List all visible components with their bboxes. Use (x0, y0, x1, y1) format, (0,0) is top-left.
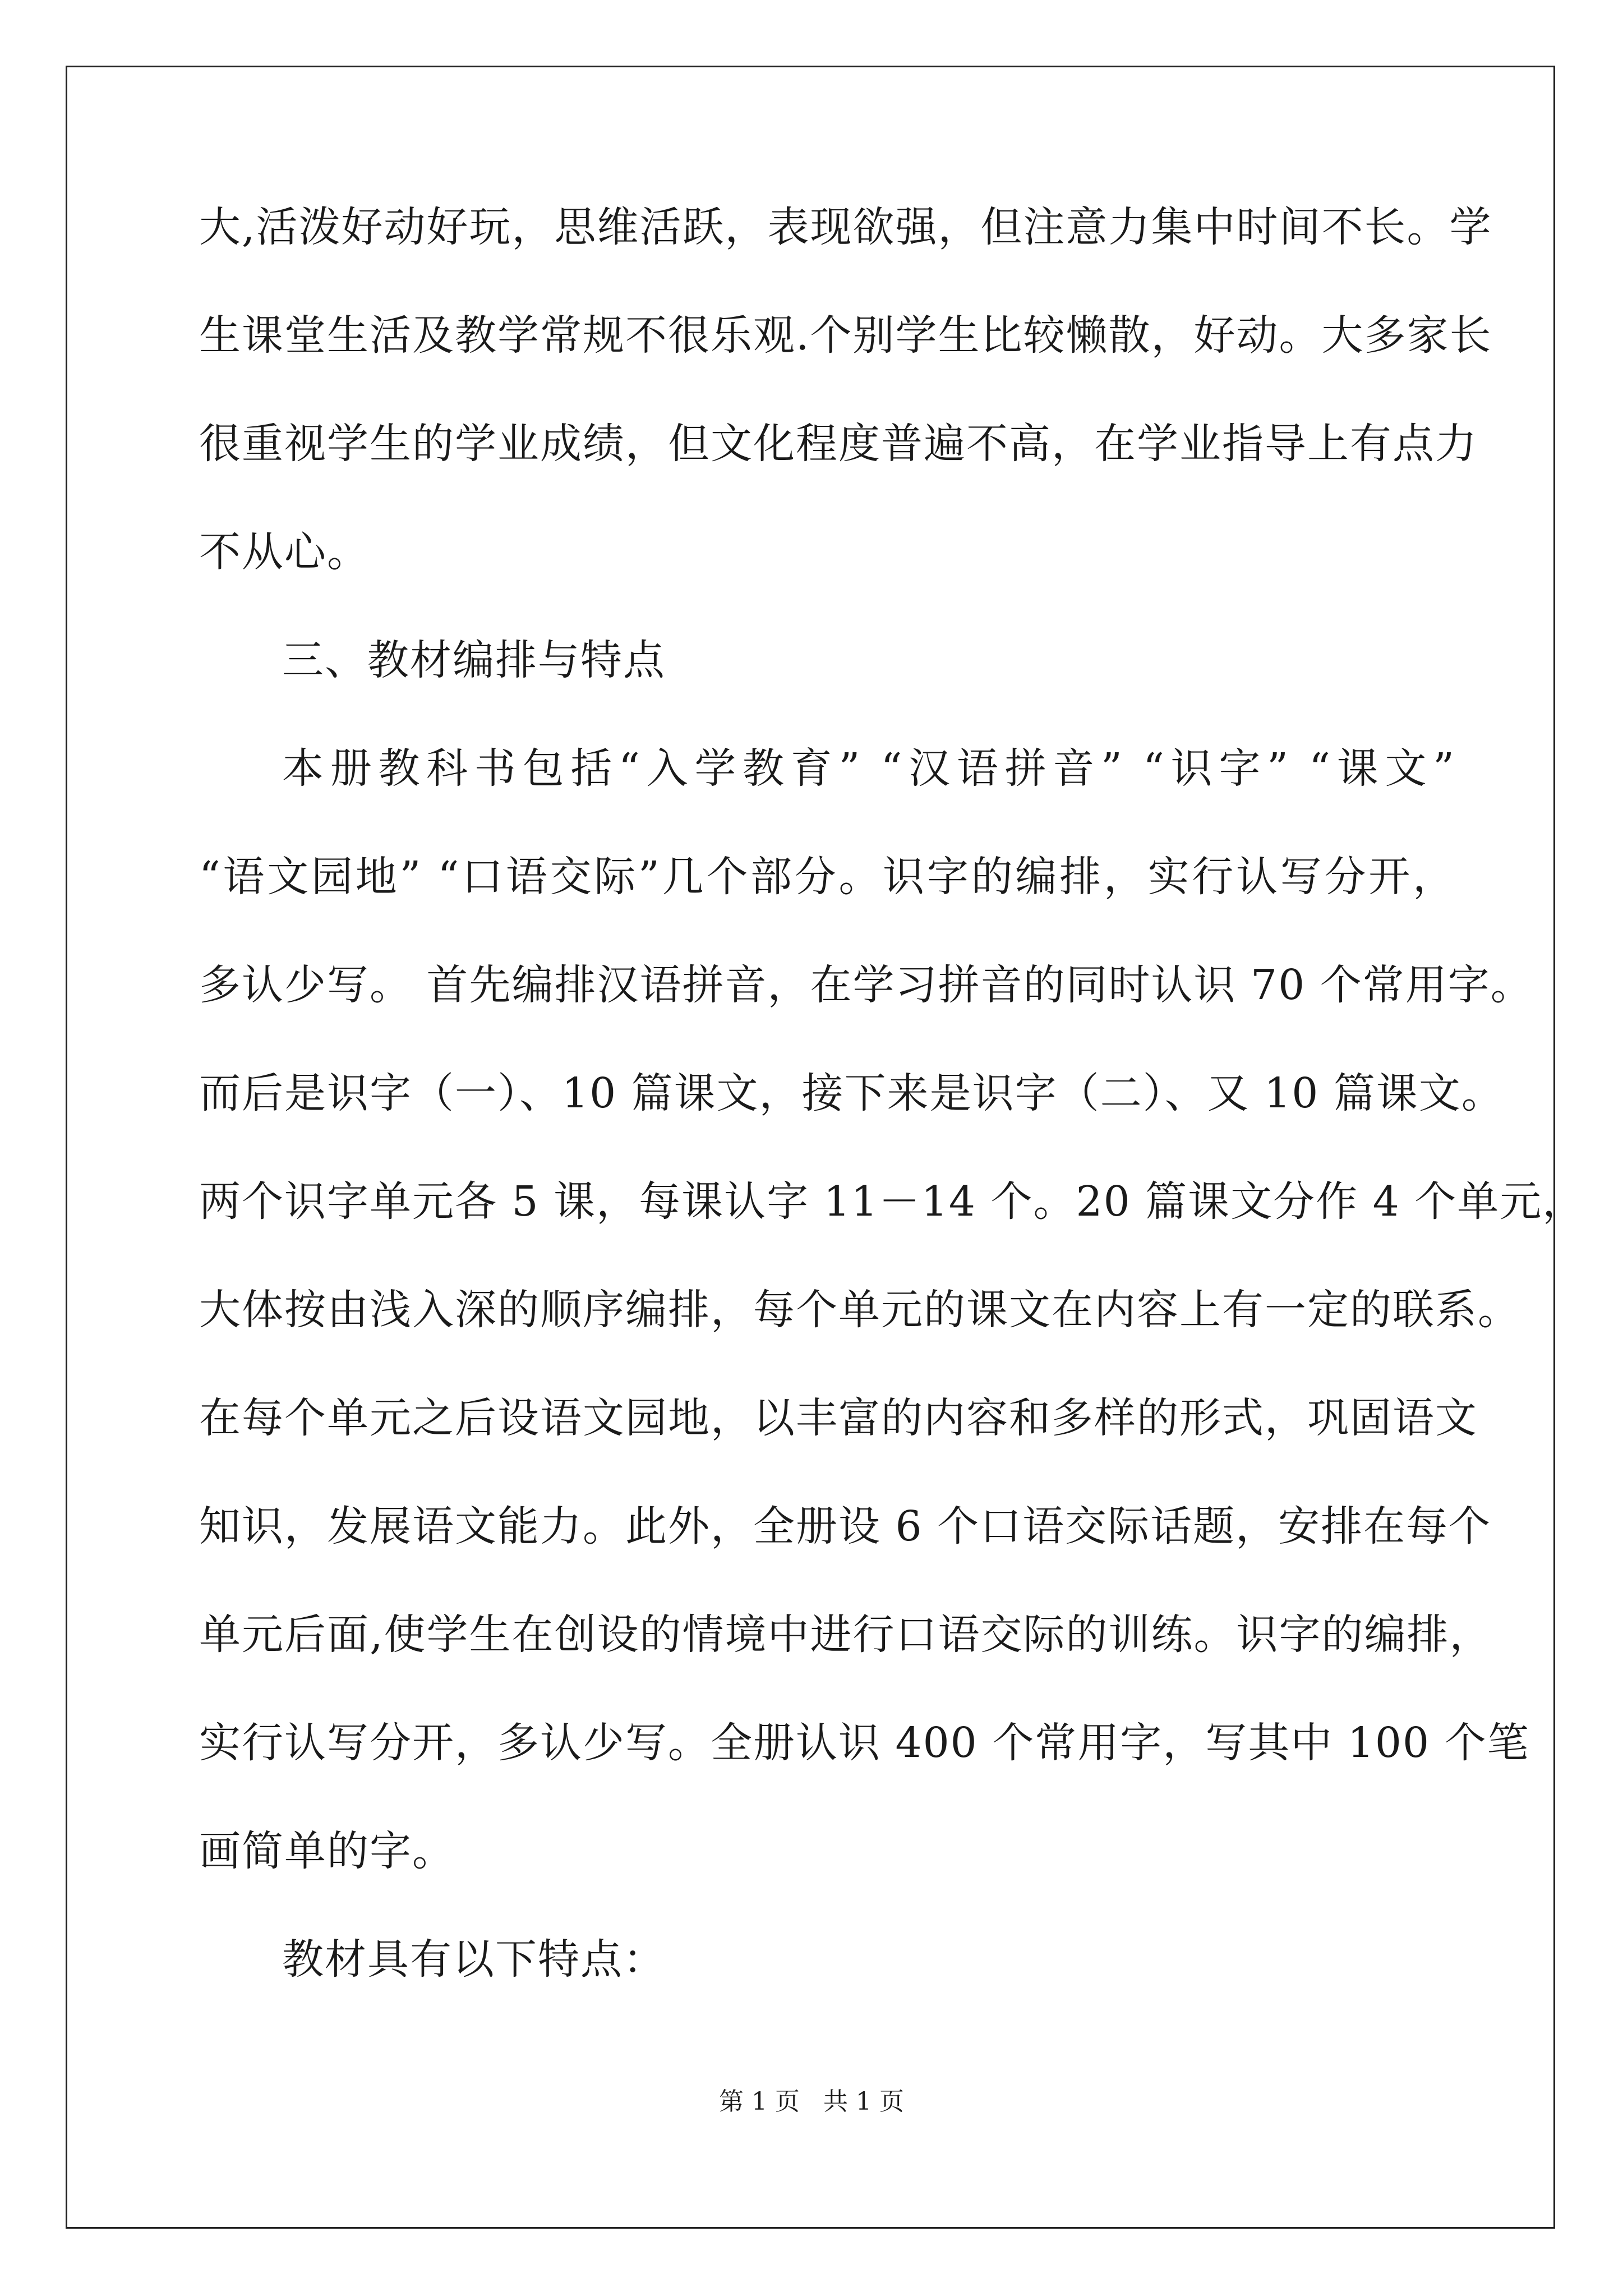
text-line: 本册教科书包括“入学教育” “汉语拼音” “识字” “课文” (282, 744, 1455, 793)
text-line: 多认少写。 首先编排汉语拼音，在学习拼音的同时认识 70 个常用字。 (199, 961, 1533, 1009)
text-line: 不从心。 (199, 528, 370, 576)
text-line: 知识，发展语文能力。此外，全册设 6 个口语交际话题，安排在每个 (199, 1502, 1492, 1550)
text-line: 在每个单元之后设语文园地，以丰富的内容和多样的形式，巩固语文 (199, 1394, 1478, 1442)
text-line: 生课堂生活及教学常规不很乐观.个别学生比较懒散，好动。大多家长 (199, 311, 1492, 360)
text-line: 大,活泼好动好玩，思维活跃，表现欲强，但注意力集中时间不长。学 (199, 203, 1492, 251)
text-line: 单元后面,使学生在创设的情境中进行口语交际的训练。识字的编排， (199, 1611, 1492, 1659)
text-line: “语文园地” “口语交际”几个部分。识字的编排，实行认写分开， (199, 853, 1455, 901)
document-body (199, 203, 1585, 2047)
text-line: 两个识字单元各 5 课，每课认字 11－14 个。20 篇课文分作 4 个单元， (199, 1177, 1585, 1226)
page-footer: 第 1 页 共 1 页 (719, 2087, 904, 2116)
text-line: 教材具有以下特点： (282, 1935, 666, 1984)
text-line: 三、教材编排与特点 (282, 636, 666, 684)
text-line: 而后是识字（一）、10 篇课文，接下来是识字（二）、又 10 篇课文。 (199, 1069, 1504, 1117)
text-line: 画简单的字。 (199, 1827, 455, 1875)
text-line: 实行认写分开，多认少写。全册认识 400 个常用字，写其中 100 个笔 (199, 1719, 1530, 1767)
text-line: 很重视学生的学业成绩，但文化程度普遍不高，在学业指导上有点力 (199, 420, 1478, 468)
text-line: 大体按由浅入深的顺序编排，每个单元的课文在内容上有一定的联系。 (199, 1286, 1520, 1334)
